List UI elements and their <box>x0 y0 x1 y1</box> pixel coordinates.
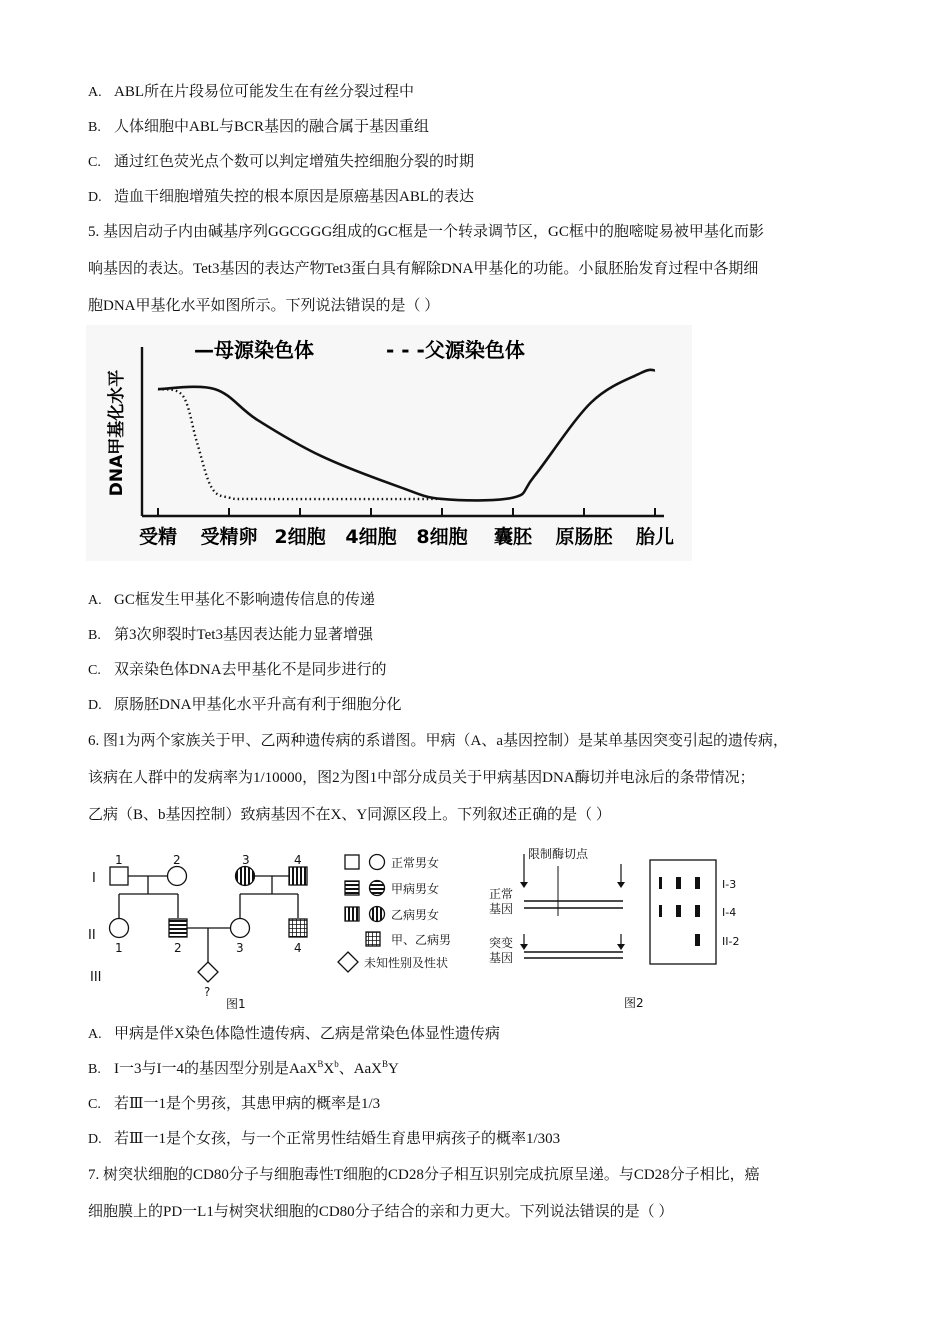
x-tick-label: 4细胞 <box>345 526 397 548</box>
legend-disease-ab: 甲、乙病男 <box>391 933 452 947</box>
member-number: 4 <box>294 853 302 867</box>
q6-stem-line: 该病在人群中的发病率为1/10000，图2为图1中部分成员关于甲病基因DNA酶切并电泳后的条带情况； <box>88 770 755 786</box>
member-number: 2 <box>173 853 181 867</box>
restriction-site-label: 限制酶切点 <box>528 847 589 861</box>
methylation-chart <box>86 325 692 561</box>
lane-label: I-4 <box>722 906 737 919</box>
q4-option-c: C. 通过红色荧光点个数可以判定增殖失控细胞分裂的时期 <box>88 154 475 170</box>
individual-i2-normal-female <box>168 867 187 886</box>
generation-label: III <box>90 970 102 985</box>
member-number: 1 <box>115 853 123 867</box>
normal-gene-label: 正常 <box>489 887 514 901</box>
legend-unknown: 未知性别及性状 <box>364 956 449 970</box>
mutant-gene-label: 突变 <box>489 936 514 950</box>
individual-ii4-ab-male <box>289 919 307 937</box>
x-tick-label: 受精 <box>138 526 178 548</box>
q4-option-d: D. 造血干细胞增殖失控的根本原因是原癌基因ABL的表达 <box>88 189 475 205</box>
generation-label: II <box>88 928 96 943</box>
figure1-caption: 图1 <box>226 997 246 1011</box>
normal-gene-label: 基因 <box>489 902 514 916</box>
q7-stem-line: 细胞膜上的PD一L1与树突状细胞的CD80分子结合的亲和力更大。下列说法错误的是（ ） <box>88 1204 674 1220</box>
individual-ii3-normal-female <box>231 919 250 938</box>
q6-stem-line: 6. 图1为两个家族关于甲、乙两种遗传病的系谱图。甲病（A、a基因控制）是某单基因突变引起的遗传病， <box>88 733 788 749</box>
q5-stem-line: 响基因的表达。Tet3基因的表达产物Tet3蛋白具有解除DNA甲基化的功能。小鼠胚胎发育过程中各期细 <box>88 261 759 277</box>
individual-iii1-unknown <box>198 962 218 982</box>
member-number: 4 <box>294 941 302 955</box>
individual-i4-b-male <box>289 867 307 885</box>
mutant-gene-label: 基因 <box>489 951 514 965</box>
q5-option-d: D. 原肠胚DNA甲基化水平升高有利于细胞分化 <box>88 697 402 713</box>
member-number: 3 <box>236 941 244 955</box>
pedigree-figure <box>84 848 484 1014</box>
x-tick-label: 囊胚 <box>493 526 533 548</box>
x-tick-label: 8细胞 <box>416 526 468 548</box>
q6-option-d: D. 若Ⅲ一1是个女孩，与一个正常男性结婚生育患甲病孩子的概率1/303 <box>88 1131 561 1147</box>
x-tick-label: 胎儿 <box>635 526 675 548</box>
gel-band <box>695 934 700 946</box>
individual-ii1-normal-female <box>110 919 129 938</box>
q5-stem-line: 5. 基因启动子内由碱基序列GGCGGG组成的GC框是一个转录调节区，GC框中的胞嘧啶易被甲基化而影 <box>88 224 764 240</box>
pedigree-legend <box>338 855 451 973</box>
y-axis-label: DNA甲基化水平 <box>107 369 127 497</box>
lane-label: I-3 <box>722 878 737 891</box>
legend-maternal: —母源染色体 <box>194 338 314 362</box>
q6-option-b: B. I一3与I一4的基因型分别是$AaX^BX^b$、AaX$^B$Y <box>88 1059 399 1077</box>
lane-label: II-2 <box>722 935 740 948</box>
electrophoresis-figure <box>484 846 754 1014</box>
figure2-caption: 图2 <box>624 996 644 1010</box>
q4-option-b: B. 人体细胞中ABL与BCR基因的融合属于基因重组 <box>88 119 430 135</box>
legend-paternal: - - -父源染色体 <box>386 338 525 362</box>
q6-stem-line: 乙病（B、b基因控制）致病基因不在X、Y同源区段上。下列叙述正确的是（ ） <box>88 807 611 823</box>
gel-band <box>695 905 700 917</box>
q4-option-a: A. ABL所在片段易位可能发生在有丝分裂过程中 <box>88 84 415 100</box>
unknown-mark: ? <box>204 985 211 999</box>
generation-label: I <box>92 871 96 886</box>
x-tick-label: 2细胞 <box>274 526 326 548</box>
x-tick-label: 受精卵 <box>200 526 258 548</box>
pedigree-chart <box>88 853 307 1011</box>
legend-disease-b: 乙病男女 <box>391 908 440 922</box>
q5-option-b: B. 第3次卵裂时Tet3基因表达能力显著增强 <box>88 627 373 643</box>
gel-band <box>659 905 662 917</box>
q5-option-c: C. 双亲染色体DNA去甲基化不是同步进行的 <box>88 662 387 678</box>
gel-band <box>659 877 662 889</box>
q6-option-a: A. 甲病是伴X染色体隐性遗传病、乙病是常染色体显性遗传病 <box>88 1026 500 1042</box>
legend-normal: 正常男女 <box>391 856 440 870</box>
individual-i3-b-female <box>236 867 255 886</box>
q6-option-c: C. 若Ⅲ一1是个男孩，其患甲病的概率是1/3 <box>88 1096 381 1112</box>
q5-option-a: A. GC框发生甲基化不影响遗传信息的传递 <box>88 592 375 608</box>
gel-band <box>676 905 681 917</box>
individual-i1-normal-male <box>110 867 128 885</box>
legend-disease-a: 甲病男女 <box>391 882 440 896</box>
gel-band <box>676 877 681 889</box>
x-tick-label: 原肠胚 <box>555 526 613 548</box>
q5-stem-line: 胞DNA甲基化水平如图所示。下列说法错误的是（ ） <box>88 298 440 314</box>
gel-band <box>695 877 700 889</box>
q7-stem-line: 7. 树突状细胞的CD80分子与细胞毒性T细胞的CD28分子相互识别完成抗原呈递。与CD28分子相比，癌 <box>88 1167 760 1183</box>
individual-ii2-a-male <box>169 919 187 937</box>
member-number: 3 <box>242 853 250 867</box>
member-number: 2 <box>174 941 182 955</box>
member-number: 1 <box>115 941 123 955</box>
